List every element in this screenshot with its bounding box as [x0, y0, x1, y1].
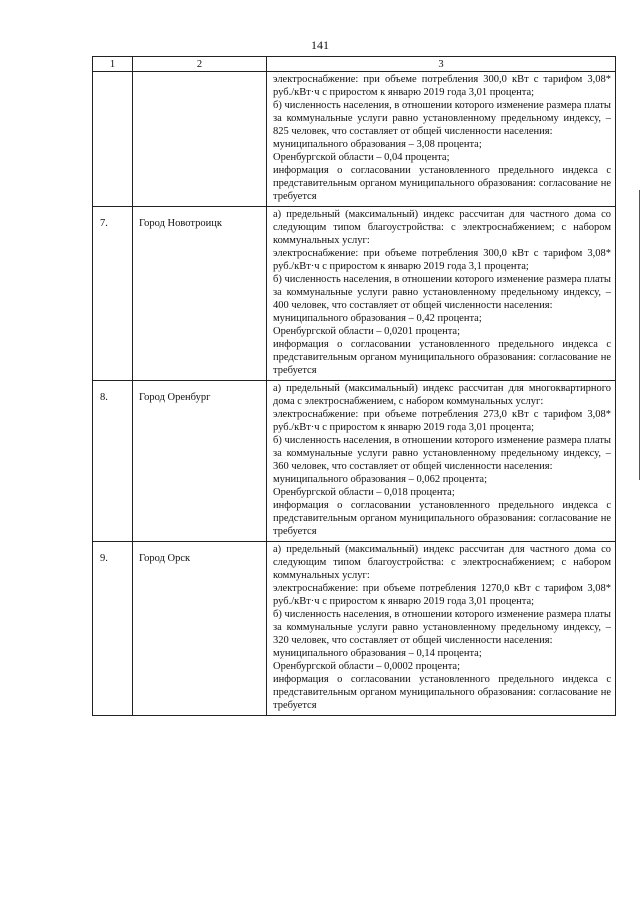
municipality-name: Город Орск: [133, 542, 267, 716]
table-row: [93, 542, 616, 716]
description-line: а) предельный (максимальный) индекс рассчитан для частного дома со следующим типом благоустройства: с электроснабжением; с набором коммунальных услуг:: [273, 544, 611, 581]
description-line: электроснабжение: при объеме потребления 1270,0 кВт с тарифом 3,08* руб./кВт·ч с приростом к январю 2019 года 3,01 процента;: [273, 583, 611, 607]
description-line: а) предельный (максимальный) индекс рассчитан для частного дома со следующим типом благоустройства: с электроснабжением; с набором коммунальных услуг:: [273, 209, 611, 246]
row-number: 8.: [93, 381, 133, 542]
description-line: информация о согласовании установленного предельного индекса с представительным органом муниципального образования: согласование не требуется: [273, 339, 611, 376]
description-line: муниципального образования – 0,14 процента;: [273, 648, 482, 659]
row-number: 7.: [93, 207, 133, 381]
municipality-name: Город Новотроицк: [133, 207, 267, 381]
row-number: [93, 72, 133, 207]
description-line: Оренбургской области – 0,0201 процента;: [273, 326, 460, 337]
description-line: электроснабжение: при объеме потребления 300,0 кВт с тарифом 3,08* руб./кВт·ч с приростом к январю 2019 года 3,01 процента;: [273, 74, 611, 98]
table-row: [93, 381, 616, 542]
description-line: информация о согласовании установленного предельного индекса с представительным органом муниципального образования: согласование не требуется: [273, 500, 611, 537]
description-line: муниципального образования – 0,42 процента;: [273, 313, 482, 324]
municipality-name: [133, 72, 267, 207]
description-line: Оренбургской области – 0,0002 процента;: [273, 661, 460, 672]
row-description: [267, 207, 616, 381]
description-line: Оренбургской области – 0,04 процента;: [273, 152, 450, 163]
row-description: [267, 381, 616, 542]
description-line: б) численность населения, в отношении которого изменение размера платы за коммунальные услуги равно установленному предельному индексу, – 825 человек, что составляет от общей численности населения:: [273, 100, 611, 137]
description-line: муниципального образования – 3,08 процента;: [273, 139, 482, 150]
description-line: б) численность населения, в отношении которого изменение размера платы за коммунальные услуги равно установленному предельному индексу, – 400 человек, что составляет от общей численности населения:: [273, 274, 611, 311]
description-line: а) предельный (максимальный) индекс рассчитан для многоквартирного дома с электроснабжением, с набором коммунальных услуг:: [273, 383, 611, 407]
row-number: 9.: [93, 542, 133, 716]
description-line: муниципального образования – 0,062 процента;: [273, 474, 488, 485]
indices-table: [92, 56, 616, 716]
table-row: [93, 207, 616, 381]
description-line: информация о согласовании установленного предельного индекса с представительным органом муниципального образования: согласование не требуется: [273, 165, 611, 202]
page-number: 141: [311, 38, 329, 52]
table-header-row: [93, 57, 616, 72]
description-line: б) численность населения, в отношении которого изменение размера платы за коммунальные услуги равно установленному предельному индексу, – 320 человек, что составляет от общей численности населения:: [273, 609, 611, 646]
row-description: [267, 72, 616, 207]
table-row: [93, 72, 616, 207]
description-line: электроснабжение: при объеме потребления 300,0 кВт с тарифом 3,08* руб./кВт·ч с приростом к январю 2019 года 3,1 процента;: [273, 248, 611, 272]
description-line: б) численность населения, в отношении которого изменение размера платы за коммунальные услуги равно установленному предельному индексу, – 360 человек, что составляет от общей численности населения:: [273, 435, 611, 472]
row-description: [267, 542, 616, 716]
description-line: информация о согласовании установленного предельного индекса с представительным органом муниципального образования: согласование не требуется: [273, 674, 611, 711]
municipality-name: Город Оренбург: [133, 381, 267, 542]
description-line: Оренбургской области – 0,018 процента;: [273, 487, 455, 498]
column-header-2: 2: [133, 57, 267, 72]
description-line: электроснабжение: при объеме потребления 273,0 кВт с тарифом 3,08* руб./кВт·ч с приростом к январю 2019 года 3,01 процента;: [273, 409, 611, 433]
column-header-1: 1: [93, 57, 133, 72]
column-header-3: 3: [267, 57, 616, 72]
